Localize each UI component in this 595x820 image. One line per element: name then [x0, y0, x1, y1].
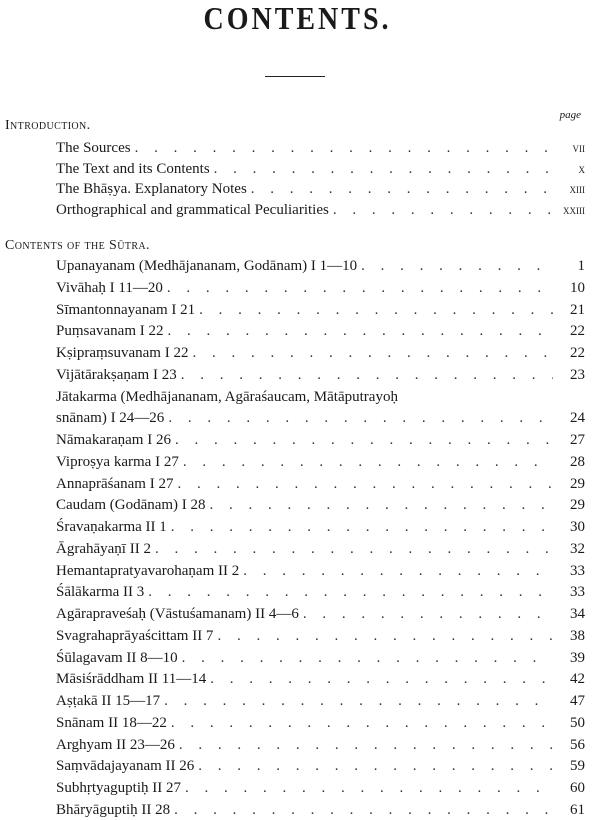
leader-dots	[333, 200, 553, 220]
toc-entry-page: 23	[570, 366, 585, 383]
toc-entry-label: Caudam (Godānam) I 28	[56, 497, 206, 514]
toc-entry-label: Bhāryāguptiḥ II 28	[56, 801, 171, 818]
leader-dots	[185, 778, 553, 798]
toc-entry	[56, 756, 585, 776]
toc-entry-label: Upanayanam (Medhājananam, Godānam) I 1—10	[56, 258, 358, 274]
leader-dots	[164, 691, 553, 711]
toc-entry	[56, 430, 585, 450]
toc-entry-page: 32	[570, 540, 585, 557]
toc-entry	[56, 735, 585, 755]
toc-entry	[56, 495, 585, 515]
leader-dots	[199, 300, 553, 320]
toc-entry	[56, 604, 585, 624]
toc-entry-label: Svagrahaprāyaścittam II 7	[56, 627, 214, 644]
toc-entry-page: 38	[570, 627, 585, 644]
leader-dots	[210, 495, 553, 515]
toc-entry	[56, 800, 585, 820]
page-title: CONTENTS.	[203, 2, 392, 37]
toc-entry-label: Annaprāśanam I 27	[56, 475, 174, 492]
leader-dots	[183, 452, 553, 472]
leader-dots	[210, 669, 553, 689]
toc-entry-label: Nāmakaraṇam I 26	[56, 432, 171, 448]
section-heading: Introduction.	[5, 118, 91, 133]
toc-entry-label: Orthographical and grammatical Peculiarities	[56, 201, 329, 218]
toc-entry-page: 34	[570, 606, 585, 622]
toc-entry-label: The Sources	[56, 140, 131, 156]
toc-entry-page: 47	[570, 693, 585, 709]
toc-entry	[56, 539, 585, 559]
toc-entry	[56, 256, 585, 276]
leader-dots	[214, 159, 553, 179]
toc-entry-page: 29	[570, 497, 585, 514]
toc-entry	[56, 179, 585, 199]
toc-entry-label: Māsiśrāddham II 11—14	[56, 671, 207, 688]
toc-entry-label: Viproṣya karma I 27	[56, 453, 179, 470]
leader-dots	[177, 474, 553, 494]
toc-entry	[56, 626, 585, 646]
toc-entry-label: The Bhāṣya. Explanatory Notes	[56, 181, 247, 197]
leader-dots	[243, 561, 553, 581]
toc-entry	[56, 278, 585, 298]
leader-dots	[135, 138, 553, 158]
toc-entry	[56, 452, 585, 472]
leader-dots	[175, 430, 553, 450]
toc-entry	[56, 778, 585, 798]
toc-entry-page: 50	[570, 714, 585, 731]
toc-entry	[56, 648, 585, 668]
leader-dots	[174, 800, 553, 820]
leader-dots	[182, 648, 553, 668]
toc-entry	[56, 517, 585, 537]
title-divider	[265, 76, 325, 77]
toc-entry-page: 59	[570, 758, 585, 775]
toc-entry-label: Āgrahāyaṇī II 2	[56, 540, 151, 557]
leader-dots	[171, 713, 553, 733]
toc-entry-page: 39	[570, 649, 585, 666]
toc-entry-label: Saṃvādajayanam II 26	[56, 758, 195, 775]
leader-dots	[192, 343, 553, 363]
toc-entry	[56, 365, 585, 385]
toc-entry-label: Hemantapratyavarohaṇam II 2	[56, 562, 240, 579]
toc-entry-label: Śravaṇakarma II 1	[56, 519, 167, 535]
toc-entry-page: 24	[570, 410, 585, 427]
toc-entry-label: The Text and its Contents	[56, 160, 210, 177]
leader-dots	[155, 539, 553, 559]
toc-entry-label: Kṣipraṃsuvanam I 22	[56, 345, 189, 361]
toc-entry-page: xiii	[569, 181, 585, 196]
toc-entry-page: 21	[570, 301, 585, 318]
toc-entry	[56, 159, 585, 179]
toc-entry-label: Śālākarma II 3	[56, 584, 145, 601]
toc-entry-label: Vijātārakṣaṇam I 23	[56, 366, 177, 383]
toc-entry-page: vii	[572, 140, 585, 155]
leader-dots	[303, 604, 553, 624]
leader-dots	[167, 278, 553, 298]
toc-entry-label: Subhṛtyaguptiḥ II 27	[56, 780, 181, 796]
toc-entry-label: Snānam II 18—22	[56, 714, 167, 731]
toc-entry	[56, 713, 585, 733]
toc-entry	[56, 582, 585, 602]
leader-dots	[181, 365, 553, 385]
leader-dots	[198, 756, 553, 776]
toc-entry	[56, 669, 585, 689]
toc-entry-label: Puṃsavanam I 22	[56, 323, 164, 340]
toc-entry	[56, 408, 585, 428]
toc-entry	[56, 691, 585, 711]
toc-entry	[56, 300, 585, 320]
leader-dots	[171, 517, 553, 537]
toc-entry-page: 60	[570, 780, 585, 796]
toc-entry-label: Agārapraveśaḥ (Vāstuśamanam) II 4—6	[56, 606, 299, 622]
toc-entry-page: 27	[570, 432, 585, 448]
toc-entry-page: 10	[570, 279, 585, 296]
toc-entry-label: Sīmantonnayanam I 21	[56, 301, 196, 318]
toc-entry-page: 30	[570, 519, 585, 535]
toc-entry-page: 61	[570, 801, 585, 818]
toc-entry-page: 42	[570, 671, 585, 688]
toc-entry	[56, 200, 585, 220]
leader-dots	[167, 321, 553, 341]
toc-entry-page: 28	[570, 453, 585, 470]
toc-entry-page: 29	[570, 475, 585, 492]
leader-dots	[251, 179, 553, 199]
toc-entry-label: Aṣṭakā II 15—17	[56, 693, 161, 709]
toc-entry	[56, 321, 585, 341]
toc-entry-page: 33	[570, 562, 585, 579]
toc-entry-label: Jātakarma (Medhājananam, Agāraśaucam, Mātāputrayoḥ	[56, 388, 398, 405]
section-heading: Contents of the Sūtra.	[5, 238, 150, 253]
toc-entry	[56, 474, 585, 494]
leader-dots	[217, 626, 553, 646]
leader-dots	[148, 582, 553, 602]
toc-entry-page: xxiii	[563, 201, 585, 217]
toc-entry-page: 56	[570, 736, 585, 753]
leader-dots	[179, 735, 553, 755]
toc-entry-label: Śūlagavam II 8—10	[56, 649, 178, 666]
toc-entry-page: 22	[570, 345, 585, 361]
leader-dots	[361, 256, 553, 276]
toc-entry-page: 22	[570, 323, 585, 340]
toc-entry-page: x	[578, 160, 585, 176]
toc-entry-page: 1	[577, 258, 585, 274]
toc-entry-label: Arghyam II 23—26	[56, 736, 175, 753]
toc-entry	[56, 561, 585, 581]
toc-entry-label: snānam) I 24—26	[56, 410, 165, 427]
toc-entry-page: 33	[570, 584, 585, 601]
toc-entry	[56, 138, 585, 158]
toc-entry	[56, 343, 585, 363]
leader-dots	[168, 408, 553, 428]
page-column-label: page	[559, 109, 581, 121]
toc-entry-label: Vivāhaḥ I 11—20	[56, 279, 163, 296]
